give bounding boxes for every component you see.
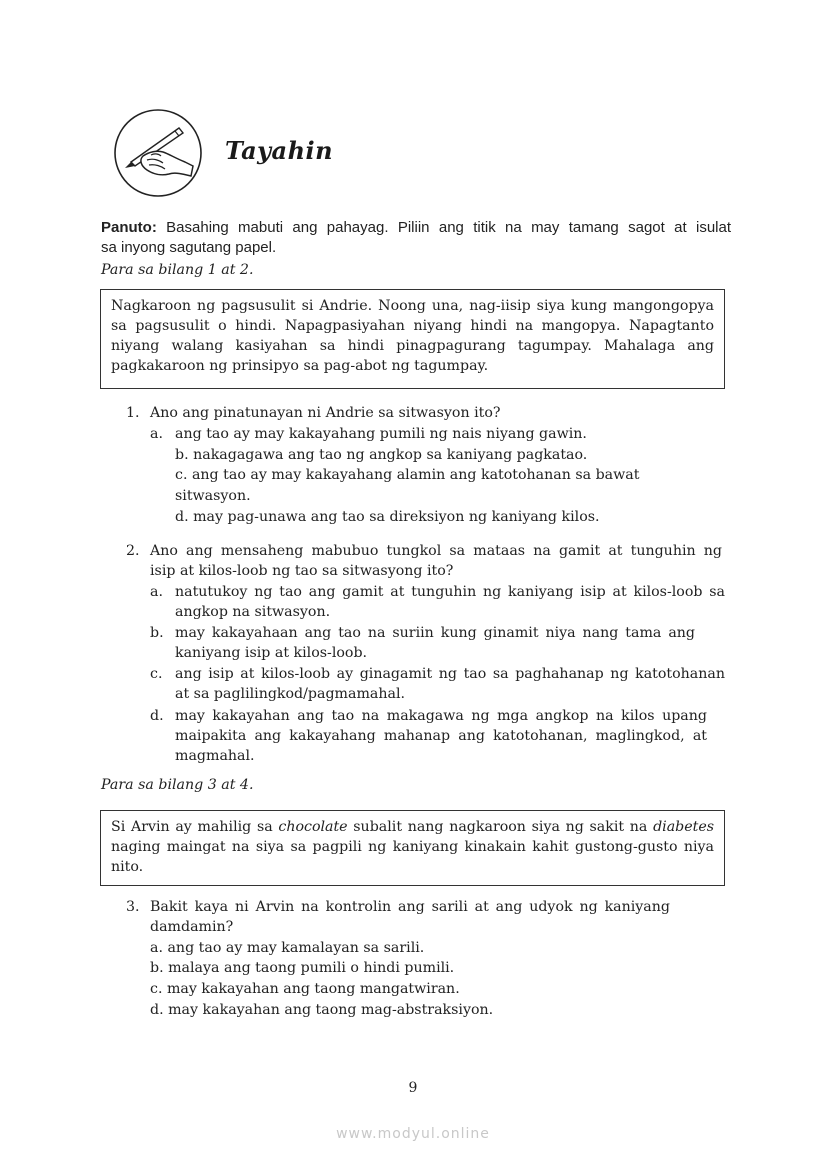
passage-1-line-4: pagkakaroon ng prinsipyo sa pag-abot ng tagumpay. [111,358,489,374]
q2-option-a-line-1: natutukoy ng tao ang gamit at tunguhin ng kaniyang isip at kilos-loob sa [175,584,725,600]
q2-option-b-letter: b. [150,625,164,641]
group-1-label: Para sa bilang 1 at 2. [101,262,254,278]
q2-option-c-letter: c. [150,666,163,682]
q2-number: 2. [126,543,140,559]
passage-box-1 [100,289,725,389]
passage-2-text-b: subalit nang nagkaroon siya ng sakit na [347,819,654,835]
q2-option-c-line-2: at sa paglilingkod/pagmamahal. [175,686,405,702]
instructions-line-1: Basahing mabuti ang pahayag. Piliin ang titik na may tamang sagot at isulat [166,219,731,236]
q3-question-line-2: damdamin? [150,919,234,935]
q2-option-d [175,706,707,766]
q3-option-c: c. may kakayahan ang taong mangatwiran. [150,981,460,997]
passage-2-line-2: naging maingat na siya sa pagpili ng kaniyang kinakain kahit gustong-gusto niya [111,839,714,855]
q3-question-line-1: Bakit kaya ni Arvin na kontrolin ang sarili at ang udyok ng kaniyang [150,899,670,915]
q2-option-b [175,623,695,663]
passage-2-emphasis-chocolate: chocolate [278,819,348,835]
passage-1-line-2: sa pagsusulit o hindi. Napagpasiyahan niyang hindi na mangopya. Napagtanto [111,318,714,334]
q1-number: 1. [126,405,140,421]
instructions [101,218,731,258]
q3-option-a: a. ang tao ay may kamalayan sa sarili. [150,940,425,956]
q1-question: Ano ang pinatunayan ni Andrie sa sitwasyon ito? [150,405,501,421]
q2-question-line-1: Ano ang mensaheng mabubuo tungkol sa mataas na gamit at tunguhin ng [150,543,722,559]
group-2-label: Para sa bilang 3 at 4. [101,777,254,793]
q1-option-b: b. nakagagawa ang tao ng angkop sa kaniyang pagkatao. [175,447,588,463]
q2-option-a [175,582,725,622]
page-number: 9 [408,1080,418,1096]
q1-option-a-letter: a. [150,426,163,442]
passage-1-line-1: Nagkaroon ng pagsusulit si Andrie. Noong una, nag-iisip siya kung mangongopya [111,298,714,314]
q1-option-c-cont: sitwasyon. [175,488,251,504]
q2-option-d-line-1: may kakayahan ang tao na makagawa ng mga angkop na kilos upang [175,708,707,724]
q2-option-c-line-1: ang isip at kilos-loob ay ginagamit ng tao sa paghahanap ng katotohanan [175,666,725,682]
q3-number: 3. [126,899,140,915]
q2-option-b-line-1: may kakayahaan ang tao na suriin kung ginamit niya nang tama ang [175,625,695,641]
q2-option-b-line-2: kaniyang isip at kilos-loob. [175,645,368,661]
passage-1-line-3: niyang walang kasiyahan sa hindi pinagpagurang tagumpay. Mahalaga ang [111,338,714,354]
instructions-label: Panuto: [101,219,157,236]
q3-option-b: b. malaya ang taong pumili o hindi pumili. [150,960,455,976]
page-title: Tayahin [225,136,334,165]
q2-option-d-line-2: maipakita ang kakayahang mahanap ang katotohanan, maglingkod, at [175,728,707,744]
passage-box-2 [100,810,725,886]
q1-option-a: ang tao ay may kakayahang pumili ng nais niyang gawin. [175,426,587,442]
q1-option-c: c. ang tao ay may kakayahang alamin ang katotohanan sa bawat [175,467,640,483]
q2-question-line-2: isip at kilos-loob ng tao sa sitwasyong ito? [150,563,454,579]
q3-option-d: d. may kakayahan ang taong mag-abstraksiyon. [150,1002,494,1018]
passage-2-text-a: Si Arvin ay mahilig sa [111,819,279,835]
q2-option-d-letter: d. [150,708,164,724]
q3-question [150,897,670,937]
passage-2-emphasis-diabetes: diabetes [653,819,715,835]
passage-2-line-3: nito. [111,859,144,875]
instructions-line-2: sa inyong sagutang papel. [101,239,277,256]
q1-option-d: d. may pag-unawa ang tao sa direksiyon ng kaniyang kilos. [175,509,600,525]
q2-option-a-line-2: angkop na sitwasyon. [175,604,331,620]
hand-writing-icon [113,108,203,198]
q2-option-a-letter: a. [150,584,163,600]
q2-question [150,541,722,581]
watermark: www.modyul.online [336,1126,490,1142]
passage-2-line-1 [111,817,714,837]
q2-option-d-line-3: magmahal. [175,748,255,764]
q2-option-c [175,664,725,704]
